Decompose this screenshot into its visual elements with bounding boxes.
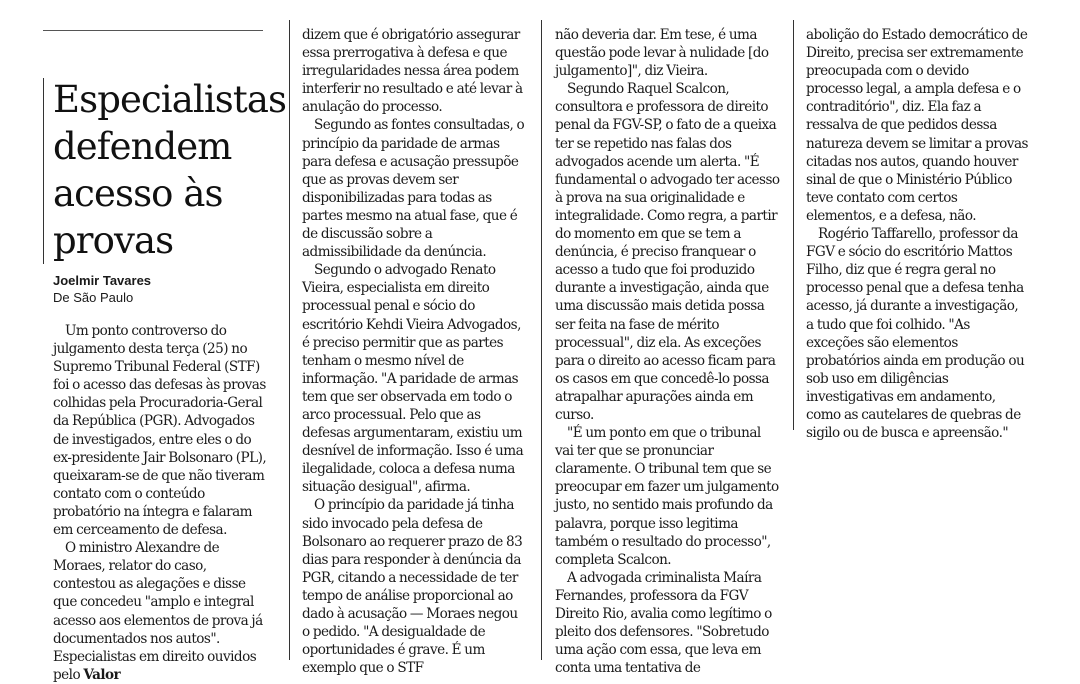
paragraph: Um ponto controverso do julgamento desta terça (25) no Supremo Tribunal Federal (STF) foi o acesso das defesas às provas colhidas pela Procuradoria-Geral da República (PGR). Advogados de investigados, entre eles o do ex-presidente Jair Bolsonaro (PL), queixaram-se de que não tiveram contato com o conteúdo probatório na íntegra e falaram em cerceamento de defesa.: [53, 323, 267, 539]
top-rule: [43, 30, 263, 31]
column-rule: [793, 20, 794, 430]
publication-name: Valor: [83, 666, 121, 683]
headline-accent-bar: [43, 78, 44, 264]
article-column-2: [302, 26, 526, 677]
paragraph: abolição do Estado democrático de Direito, precisa ser extremamente preocupada com o devido processo legal, a ampla defesa e o contraditório", diz. Ela faz a ressalva de que pedidos dessa natureza devem se limitar a provas citadas nos autos, quando houver sinal de que o Ministério Público teve contato com certos elementos, e a defesa, não.: [806, 27, 1028, 224]
article-column-1: [53, 322, 267, 684]
article-column-4: [806, 26, 1028, 442]
paragraph-text: O ministro Alexandre de Moraes, relator do caso, contestou as alegações e disse que concedeu "amplo e integral acesso aos elementos de prova já documentados nos autos". Especialistas em direito ouvidos pelo: [53, 540, 263, 683]
paragraph: O princípio da paridade já tinha sido invocado pela defesa de Bolsonaro ao requerer prazo de 83 dias para responder à denúncia da PGR, citando a necessidade de ter tempo de análise proporcional ao dado à acusação — Moraes negou o pedido. "A desigualdade de oportunidades é grave. É um exemplo que o STF: [302, 497, 523, 677]
paragraph: Segundo o advogado Renato Vieira, especialista em direito processual penal e sócio do escritório Kehdi Vieira Advogados, é preciso permitir que as partes tenham o mesmo nível de informação. "A paridade de armas tem que ser observada em todo o arco processual. Pelo que as defesas argumentaram, existiu um desnível de informação. Isso é uma ilegalidade, coloca a defesa numa situação desigual", afirma.: [302, 262, 524, 496]
paragraph: Segundo as fontes consultadas, o princípio da paridade de armas para defesa e acusação pressupõe que as provas devem ser disponibilizadas para todas as partes mesmo na atual fase, que é de discussão sobre a admissibilidade da denúncia.: [302, 117, 525, 261]
author-name: Joelmir Tavares: [53, 273, 152, 288]
paragraph: Rogério Taffarello, professor da FGV e sócio do escritório Mattos Filho, diz que é regra geral no processo penal que a defesa tenha acesso, já durante a investigação, a tudo que foi colhido. "As exceções são elementos probatórios ainda em produção ou sob uso em diligências investigativas em andamento, como as cautelares de quebras de sigilo ou de busca e apreensão.": [806, 226, 1025, 442]
article-column-3: [555, 26, 780, 677]
column-rule: [289, 20, 290, 660]
paragraph: A advogada criminalista Maíra Fernandes, professora da FGV Direito Rio, avalia como legítimo o pleito dos defensores. "Sobretudo uma ação com essa, que leva em conta uma tentativa de: [555, 569, 772, 677]
paragraph: dizem que é obrigatório assegurar essa prerrogativa à defesa e que irregularidades nessa área podem interferir no resultado e até levar à anulação do processo.: [302, 27, 523, 116]
paragraph: [53, 539, 267, 684]
paragraph: Segundo Raquel Scalcon, consultora e professora de direito penal da FGV-SP, o fato de a queixa ter se repetido nas falas dos advogados acende um alerta. "É fundamental o advogado ter acesso à prova na sua originalidade e integralidade. Como regra, a partir do momento em que se tem a denúncia, é preciso franquear o acesso a tudo que foi produzido durante a investigação, ainda que uma discussão mais detida possa ser feita na fase de mérito processual", diz ela. As exceções para o direito ao acesso ficam para os casos em que concedê-lo possa atrapalhar apurações ainda em curso.: [555, 81, 780, 423]
headline: Especialistas defendem acesso às provas: [53, 78, 287, 262]
paragraph: não deveria dar. Em tese, é uma questão pode levar à nulidade [do julgamento]", diz Vieira.: [555, 27, 769, 80]
paragraph: "É um ponto em que o tribunal vai ter que se pronunciar claramente. O tribunal tem que se preocupar em fazer um julgamento justo, no sentido mais profundo da palavra, porque isso legitima também o resultado do processo", completa Scalcon.: [555, 425, 779, 568]
author-location: De São Paulo: [53, 290, 134, 305]
column-rule: [541, 20, 542, 660]
byline: [53, 272, 151, 306]
